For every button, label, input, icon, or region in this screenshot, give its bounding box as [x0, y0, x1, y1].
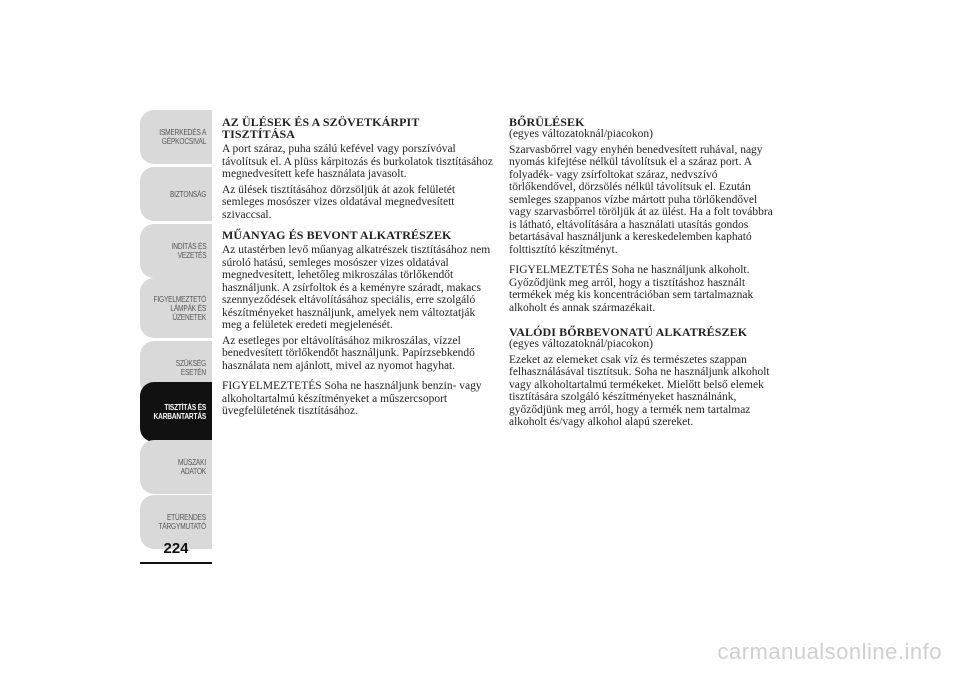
tab-label: ISMERKEDÉS A GÉPKOCSIVAL	[159, 128, 206, 146]
subheading-versions: (egyes változatoknál/piacokon)	[509, 338, 654, 350]
page-number: 224	[163, 540, 189, 557]
heading-leather-seats: BŐRÜLÉSEK	[509, 115, 585, 129]
subheading-versions: (egyes változatoknál/piacokon)	[509, 128, 654, 140]
paragraph: Ezeket az elemeket csak víz és természetes szappan felhasználásával tisztítsuk. Soha ne használjunk alkoholt vagy alkoholtartalmú termékeket. Mielőtt belső elemek tisztítására szolgáló készítményeket használnánk, győződjünk meg arról, hogy a termék nem tartalmaz alkoholt és/vagy alkohol alapú szereket.	[509, 353, 770, 428]
left-column	[222, 116, 494, 418]
tab-muszaki[interactable]	[140, 440, 212, 494]
right-column	[509, 116, 779, 429]
paragraph: Az esetleges por eltávolításához mikroszálas, vízzel benedvesített törlőkendőt használjunk. Papírzsebkendő használata nem ajánlott, mivel az nyomot hagyhat.	[222, 334, 475, 372]
tab-label: ETŰRENDES TÁRGYMUTATÓ	[158, 513, 206, 531]
paragraph: A port száraz, puha szálú kefével vagy porszívóval távolítsuk el. A plüss kárpitozás és burkolatok tisztításához megnedvesített kefe használata javasolt.	[222, 143, 493, 180]
tab-biztonsag[interactable]	[140, 167, 212, 221]
watermark: carmanualsonline.info	[717, 639, 942, 664]
warning-paragraph: FIGYELMEZTETÉS Soha ne használjunk alkoholt. Győződjünk meg arról, hogy a tisztításhoz használt termékek még kis koncentrációban sem tartalmaznak alkoholt és annak származékait.	[509, 264, 754, 314]
warning-paragraph: FIGYELMEZTETÉS Soha ne használjunk benzin- vagy alkoholtartalmú készítményeket a műszercsoport üvegfelületének tisztításához.	[222, 380, 482, 417]
tab-label: MŰSZAKI ADATOK	[177, 458, 206, 476]
tab-label: SZÜKSÉG ESETÉN	[175, 359, 206, 377]
tab-inditas[interactable]	[140, 224, 212, 278]
tab-ismerkedes[interactable]	[140, 110, 212, 164]
heading-plastic-parts: MŰANYAG ÉS BEVONT ALKATRÉSZEK	[222, 228, 452, 242]
tab-figyelmezteto[interactable]	[140, 278, 212, 338]
tab-label: FIGYELMEZTETŐ LÁMPÁK ÉS ÜZENETEK	[153, 294, 206, 322]
tab-label: BIZTONSÁG	[169, 189, 206, 199]
paragraph: Az ülések tisztításához dörzsöljük át azok felületét semleges mosószer vizes oldatával megnedvesített szivaccsal.	[222, 183, 456, 221]
paragraph: Az utastérben levő műanyag alkatrészek tisztításához nem súroló hatású, semleges mosószer vizes oldatával megnedvesített, lehetőleg mikroszálas törlőkendőt használjunk. A zsírfoltok és a keményre száradt, makacs szennyeződések eltávolításához speciális, erre szolgáló készítményeket használjunk, amelyek nem változtatják meg a felületek eredeti megjelenését.	[222, 244, 491, 331]
heading-seats-fabric: AZ ÜLÉSEK ÉS A SZÖVETKÁRPIT TISZTÍTÁSA	[222, 115, 420, 141]
heading-genuine-leather: VALÓDI BŐRBEVONATÚ ALKATRÉSZEK	[509, 325, 748, 339]
tab-label: TISZTÍTÁS ÉS KARBANTARTÁS	[153, 403, 206, 421]
tab-tisztitas[interactable]	[140, 382, 212, 442]
page-number-underline	[140, 562, 212, 564]
paragraph: Szarvasbőrrel vagy enyhén benedvesített ruhával, nagy nyomás kifejtése nélkül távolítsuk el a száraz port. A folyadék- vagy zsírfoltokat száraz, nedvszívó törlőkendővel, dörzsölés nélkül távolítsuk el. Ezután semleges szappanos vízbe mártott puha törlőkendővel vagy szarvasbőrrel töröljük át az ülést. Ha a folt továbbra is látható, eltávolítására a használati utasítás gondos betartásával használjunk a kereskedelemben kapható folttisztító készítményt.	[509, 143, 773, 256]
tab-label: INDÍTÁS ÉS VEZETÉS	[171, 242, 206, 260]
